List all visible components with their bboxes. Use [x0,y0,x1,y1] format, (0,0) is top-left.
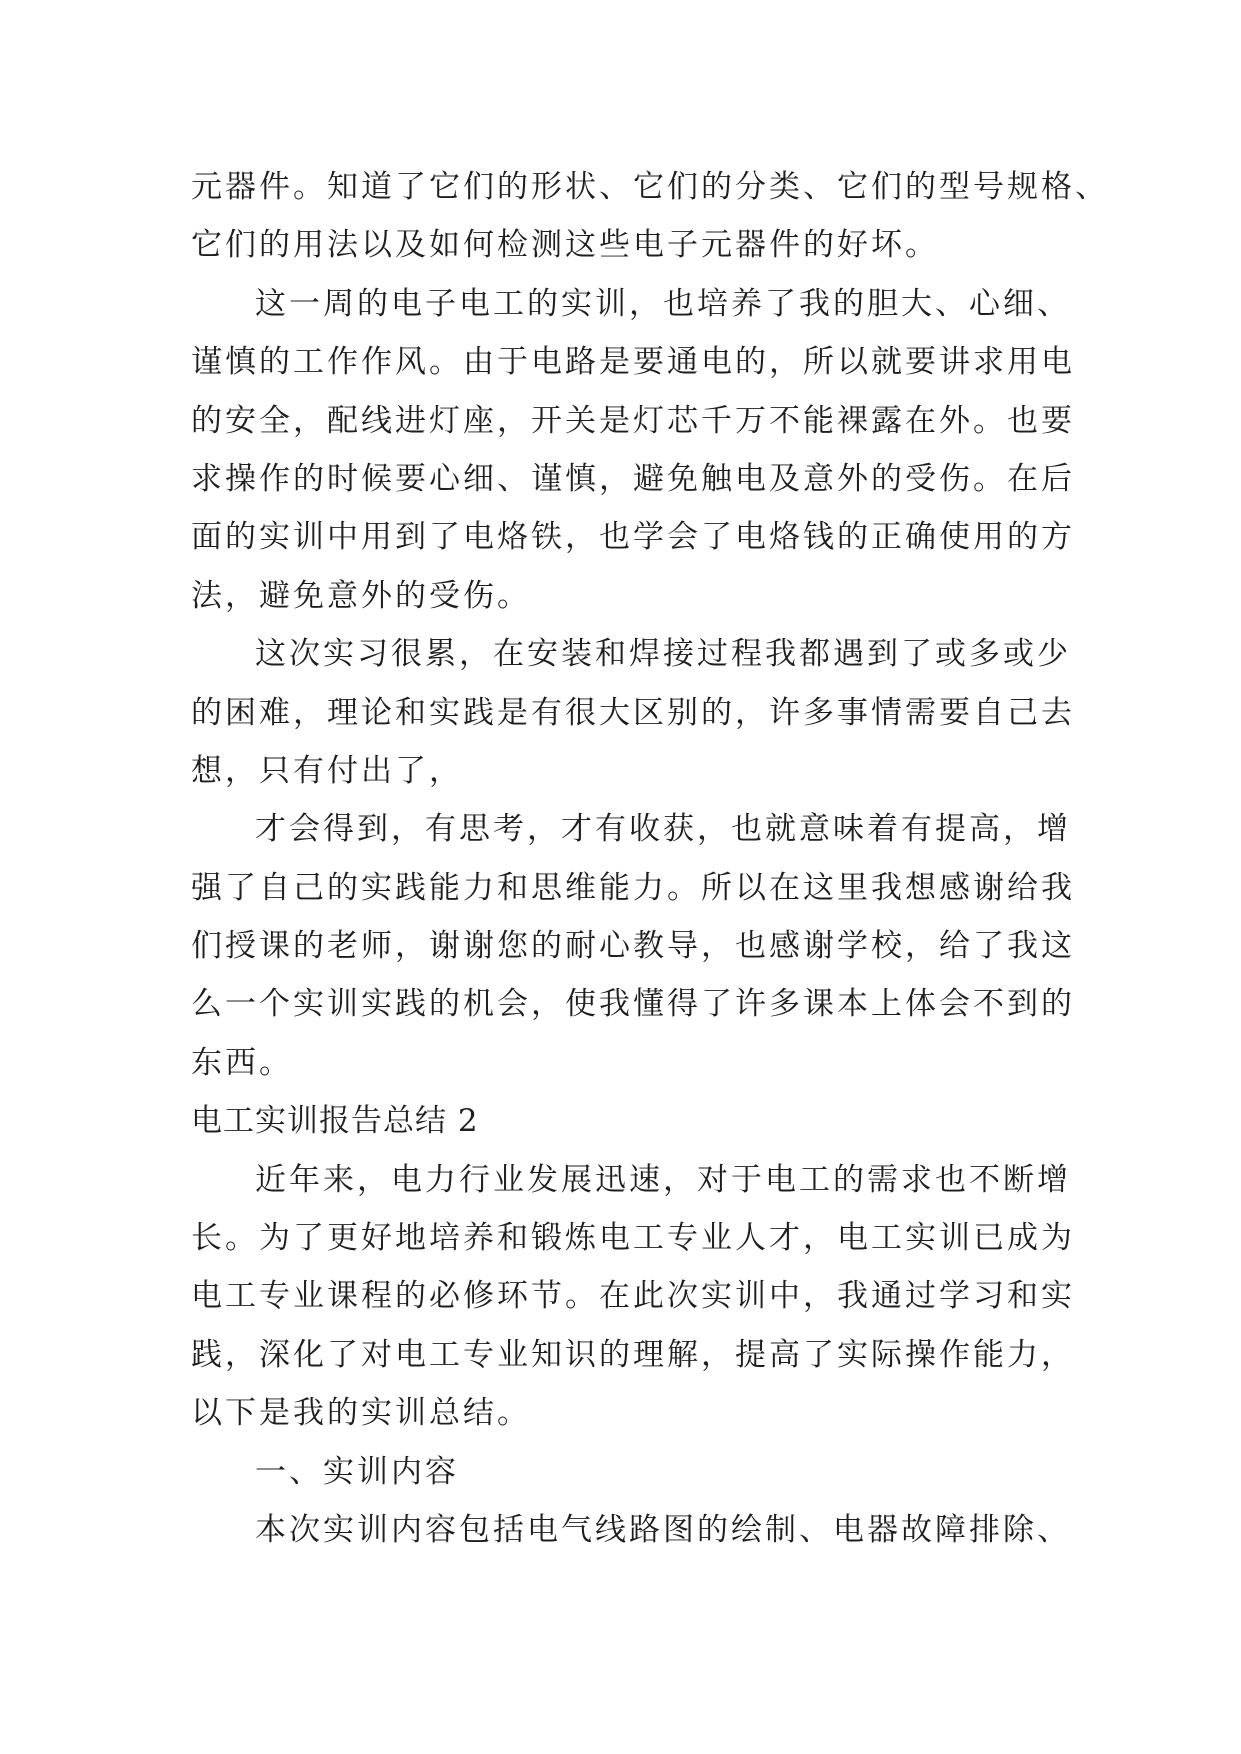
subsection-heading: 一、实训内容 [255,1453,459,1490]
text-line: 以下是我的实训总结。 [191,1395,531,1432]
text-line: 面的实训中用到了电烙铁，也学会了电烙钱的正确使用的方 [191,519,1075,556]
text-line: 谨慎的工作作风。由于电路是要通电的，所以就要讲求用电 [191,344,1075,381]
text-line: 长。为了更好地培养和锻炼电工专业人才，电工实训已成为 [191,1220,1075,1257]
text-line: 电工专业课程的必修环节。在此次实训中，我通过学习和实 [191,1278,1075,1315]
document-body [191,158,1109,1559]
text-line: 么一个实训实践的机会，使我懂得了许多课本上体会不到的 [191,986,1075,1023]
section-heading: 电工实训报告总结 2 [191,1103,479,1140]
text-line: 践，深化了对电工专业知识的理解，提高了实际操作能力， [191,1336,1075,1373]
paragraph-start-line: 近年来，电力行业发展迅速，对于电工的需求也不断增 [255,1161,1071,1198]
text-line: 强了自己的实践能力和思维能力。所以在这里我想感谢给我 [191,869,1075,906]
text-line: 求操作的时候要心细、谨慎，避免触电及意外的受伤。在后 [191,460,1075,497]
text-line: 想，只有付出了， [191,752,463,789]
paragraph-start-line: 才会得到，有思考，才有收获，也就意味着有提高，增 [255,811,1071,848]
paragraph-start-line: 这次实习很累，在安装和焊接过程我都遇到了或多或少 [255,636,1071,673]
text-line: 东西。 [191,1044,293,1081]
text-line: 的困难，理论和实践是有很大区别的，许多事情需要自己去 [191,694,1075,731]
paragraph-start-line: 这一周的电子电工的实训，也培养了我的胆大、心细、 [255,285,1071,322]
text-line: 的安全，配线进灯座，开关是灯芯千万不能裸露在外。也要 [191,402,1075,439]
text-line: 元器件。知道了它们的形状、它们的分类、它们的型号规格、 [191,169,1109,205]
text-line: 们授课的老师，谢谢您的耐心教导，也感谢学校，给了我这 [191,928,1075,965]
text-line: 它们的用法以及如何检测这些电子元器件的好坏。 [191,227,939,264]
text-line: 法，避免意外的受伤。 [191,577,531,614]
paragraph-start-line: 本次实训内容包括电气线路图的绘制、电器故障排除、 [255,1511,1071,1548]
